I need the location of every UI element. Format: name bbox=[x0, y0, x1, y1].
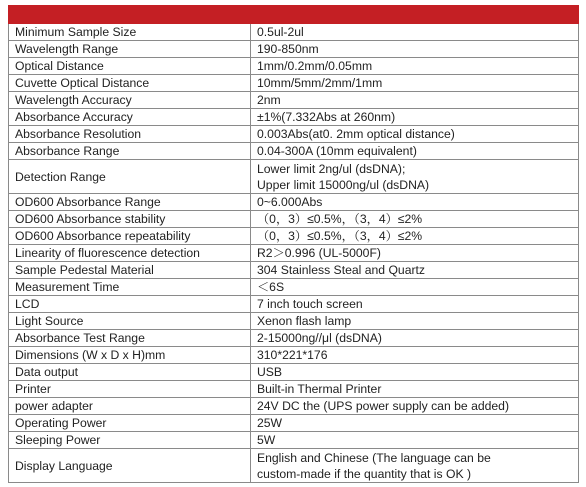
spec-value: USB bbox=[251, 364, 579, 381]
spec-value-line-2: Upper limit 15000ng/ul (dsDNA) bbox=[257, 177, 430, 192]
table-row bbox=[9, 398, 579, 415]
spec-value: 2-15000ng//μl (dsDNA) bbox=[251, 330, 579, 347]
spec-name: Operating Power bbox=[9, 415, 251, 432]
table-row bbox=[9, 364, 579, 381]
table-row bbox=[9, 211, 579, 228]
table-row bbox=[9, 228, 579, 245]
spec-name: Data output bbox=[9, 364, 251, 381]
spec-name: Cuvette Optical Distance bbox=[9, 75, 251, 92]
spec-value: Xenon flash lamp bbox=[251, 313, 579, 330]
table-row bbox=[9, 347, 579, 364]
spec-rows bbox=[9, 24, 579, 483]
table-row bbox=[9, 381, 579, 398]
spec-value: （0，3）≤0.5%，（3，4）≤2% bbox=[251, 211, 579, 228]
spec-value: R2＞0.996 (UL-5000F) bbox=[251, 245, 579, 262]
spec-value: ＜6S bbox=[251, 279, 579, 296]
header-cell-right bbox=[251, 6, 579, 24]
table-row bbox=[9, 415, 579, 432]
spec-name: OD600 Absorbance Range bbox=[9, 194, 251, 211]
spec-name: Absorbance Range bbox=[9, 143, 251, 160]
table-row bbox=[9, 92, 579, 109]
spec-value: 0.5ul-2ul bbox=[251, 24, 579, 41]
spec-value: Built-in Thermal Printer bbox=[251, 381, 579, 398]
spec-value: 2nm bbox=[251, 92, 579, 109]
table-row bbox=[9, 330, 579, 347]
spec-value: 304 Stainless Steal and Quartz bbox=[251, 262, 579, 279]
spec-name: LCD bbox=[9, 296, 251, 313]
table-row bbox=[9, 109, 579, 126]
spec-value: ±1%(7.332Abs at 260nm) bbox=[251, 109, 579, 126]
spec-value: 7 inch touch screen bbox=[251, 296, 579, 313]
table-row bbox=[9, 160, 579, 194]
spec-value bbox=[251, 449, 579, 483]
table-row bbox=[9, 75, 579, 92]
table-row bbox=[9, 24, 579, 41]
spec-name: OD600 Absorbance stability bbox=[9, 211, 251, 228]
spec-value: 0.04-300A (10mm equivalent) bbox=[251, 143, 579, 160]
spec-value-line-2: custom-made if the quantity that is OK ) bbox=[257, 466, 472, 481]
spec-value-line-1: Lower limit 2ng/ul (dsDNA); bbox=[257, 161, 406, 176]
spec-value: 24V DC the (UPS power supply can be added) bbox=[251, 398, 579, 415]
table-row bbox=[9, 449, 579, 483]
spec-value: 0.003Abs(at0. 2mm optical distance) bbox=[251, 126, 579, 143]
spec-value: 190-850nm bbox=[251, 41, 579, 58]
table-row bbox=[9, 432, 579, 449]
table-row bbox=[9, 126, 579, 143]
spec-value-line-1: English and Chinese (The language can be bbox=[257, 450, 491, 465]
spec-value: 1mm/0.2mm/0.05mm bbox=[251, 58, 579, 75]
spec-name: Absorbance Resolution bbox=[9, 126, 251, 143]
spec-name: Wavelength Accuracy bbox=[9, 92, 251, 109]
spec-name: Measurement Time bbox=[9, 279, 251, 296]
spec-value: 10mm/5mm/2mm/1mm bbox=[251, 75, 579, 92]
spec-name: Display Language bbox=[9, 449, 251, 483]
spec-name: Light Source bbox=[9, 313, 251, 330]
spec-name: OD600 Absorbance repeatability bbox=[9, 228, 251, 245]
table-row bbox=[9, 41, 579, 58]
spec-name: Printer bbox=[9, 381, 251, 398]
spec-name: Dimensions (W x D x H)mm bbox=[9, 347, 251, 364]
table-row bbox=[9, 143, 579, 160]
table-row bbox=[9, 313, 579, 330]
table-row bbox=[9, 262, 579, 279]
spec-name: Optical Distance bbox=[9, 58, 251, 75]
spec-name: Linearity of fluorescence detection bbox=[9, 245, 251, 262]
spec-name: Detection Range bbox=[9, 160, 251, 194]
spec-name: Absorbance Test Range bbox=[9, 330, 251, 347]
table-row bbox=[9, 279, 579, 296]
spec-name: Sample Pedestal Material bbox=[9, 262, 251, 279]
spec-value: 5W bbox=[251, 432, 579, 449]
table-row bbox=[9, 245, 579, 262]
table-row bbox=[9, 194, 579, 211]
specification-table bbox=[8, 5, 579, 483]
spec-name: power adapter bbox=[9, 398, 251, 415]
spec-name: Wavelength Range bbox=[9, 41, 251, 58]
table-row bbox=[9, 58, 579, 75]
spec-name: Sleeping Power bbox=[9, 432, 251, 449]
table-header-band bbox=[9, 6, 579, 24]
header-cell-left bbox=[9, 6, 251, 24]
spec-value: （0，3）≤0.5%，（3，4）≤2% bbox=[251, 228, 579, 245]
spec-name: Absorbance Accuracy bbox=[9, 109, 251, 126]
spec-value: 310*221*176 bbox=[251, 347, 579, 364]
spec-value: 0~6.000Abs bbox=[251, 194, 579, 211]
spec-value: 25W bbox=[251, 415, 579, 432]
spec-name: Minimum Sample Size bbox=[9, 24, 251, 41]
spec-value bbox=[251, 160, 579, 194]
table-row bbox=[9, 296, 579, 313]
